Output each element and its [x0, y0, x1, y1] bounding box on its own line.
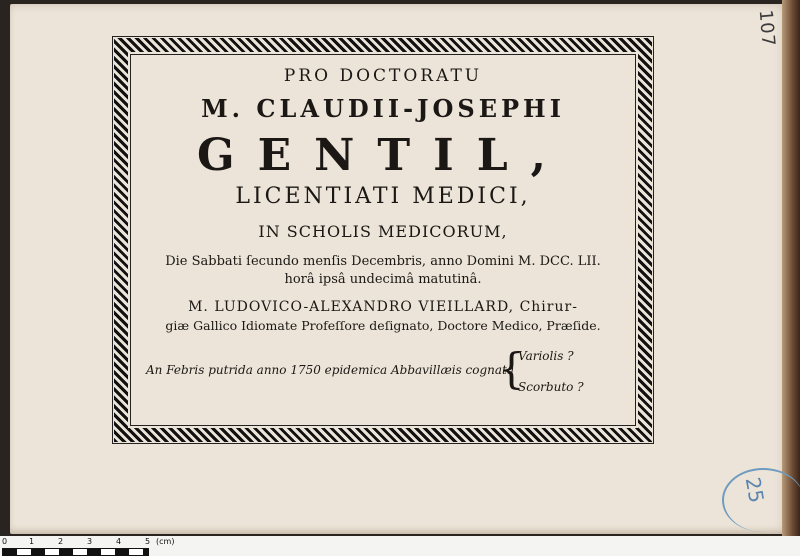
- ruler-tick-0: 0: [2, 537, 8, 546]
- ruler-tick-5: 5: [145, 537, 151, 546]
- question-option-1: Variolis ?: [518, 349, 574, 363]
- ruler-tick-1: 1: [29, 537, 35, 546]
- president-title: giæ Gallico Idiomate Profeſſore deſignato, Doctore Medico, Præſide.: [165, 318, 601, 333]
- candidate-first-name: M. CLAUDII-JOSEPHI: [201, 94, 565, 123]
- ruler-tick-3: 3: [87, 537, 93, 546]
- page-number: 107: [754, 8, 779, 49]
- ruler-bar: [2, 548, 149, 556]
- shelf-mark-number: 25: [740, 475, 769, 505]
- ruler-tick-4: 4: [116, 537, 122, 546]
- president-name: M. LUDOVICO-ALEXANDRO VIEILLARD, Chirur-: [188, 299, 578, 315]
- candidate-surname: GENTIL,: [197, 130, 569, 181]
- date-line: Die Sabbati ſecundo menſis Decembris, anno Domini M. DCC. LII.: [165, 254, 601, 269]
- thesis-heading: PRO DOCTORATU: [283, 66, 483, 86]
- question-option-2: Scorbuto ?: [518, 380, 584, 394]
- brace-symbol: {: [498, 344, 525, 393]
- thesis-question: An Febris putrida anno 1750 epidemica Abbavillæis cognata: [146, 363, 515, 377]
- ruler-tick-2: 2: [58, 537, 64, 546]
- book-edge: [782, 0, 800, 536]
- candidate-title: LICENTIATI MEDICI,: [235, 184, 531, 209]
- time-line: horâ ipsâ undecimâ matutinâ.: [284, 272, 482, 287]
- scale-ruler: [2, 536, 175, 556]
- ruler-unit: (cm): [156, 537, 175, 546]
- venue-line: IN SCHOLIS MEDICORUM,: [258, 222, 508, 241]
